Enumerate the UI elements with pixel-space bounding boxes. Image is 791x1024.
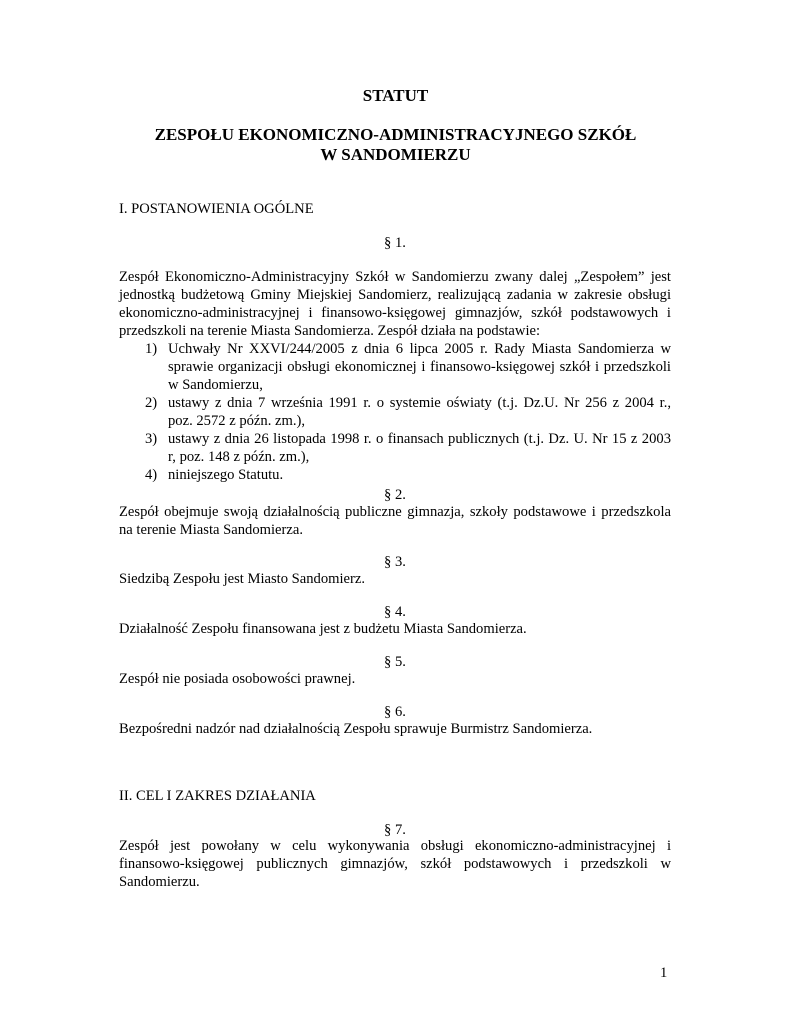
text-line: r, poz. 148 z późn. zm.),	[168, 449, 310, 465]
document-subtitle-line2: W SANDOMIERZU	[320, 145, 471, 164]
text-line: jednostką budżetową Gminy Miejskiej Sandomierz, realizującą zadania w zakresie obsługi	[119, 287, 671, 303]
paragraph-number-7: § 7.	[384, 822, 406, 838]
document-title: STATUT	[362, 86, 429, 105]
section-heading-general: I. POSTANOWIENIA OGÓLNE	[119, 201, 314, 217]
paragraph-number-1: § 1.	[384, 235, 406, 251]
section-heading-goals: II. CEL I ZAKRES DZIAŁANIA	[119, 788, 316, 804]
paragraph-5-text: Zespół nie posiada osobowości prawnej.	[119, 671, 356, 687]
document-subtitle-line1: ZESPOŁU EKONOMICZNO-ADMINISTRACYJNEGO SZKÓŁ	[154, 125, 637, 144]
text-line: na terenie Miasta Sandomierza.	[119, 522, 303, 538]
list-item	[145, 466, 671, 484]
text-line: ustawy z dnia 26 listopada 1998 r. o finansach publicznych (t.j. Dz. U. Nr 15 z 2003	[168, 431, 671, 447]
paragraph-2-text	[119, 503, 671, 539]
text-line: Uchwały Nr XXVI/244/2005 z dnia 6 lipca 2005 r. Rady Miasta Sandomierza w	[168, 341, 671, 357]
text-line: Sandomierzu.	[119, 874, 200, 890]
text-line: w Sandomierzu,	[168, 377, 263, 393]
list-item-number: 1)	[145, 341, 158, 357]
text-line: poz. 2572 z późn. zm.),	[168, 413, 305, 429]
text-line: Zespół obejmuje swoją działalnością publiczne gimnazja, szkoły podstawowe i przedszkola	[119, 504, 671, 520]
text-line: niniejszego Statutu.	[168, 467, 284, 483]
paragraph-number-3: § 3.	[384, 554, 406, 570]
paragraph-7-text	[119, 837, 671, 891]
paragraph-1-text	[119, 268, 671, 340]
list-item-number: 4)	[145, 467, 158, 483]
list-item-number: 2)	[145, 395, 158, 411]
text-line: finansowo-księgowej publicznych gimnazjów, szkół podstawowych i przedszkoli w	[119, 856, 671, 872]
paragraph-number-5: § 5.	[384, 654, 406, 670]
list-item	[145, 394, 671, 430]
list-item	[145, 340, 671, 394]
paragraph-number-6: § 6.	[384, 704, 406, 720]
legal-basis-list	[145, 340, 671, 484]
text-line: ustawy z dnia 7 września 1991 r. o systemie oświaty (t.j. Dz.U. Nr 256 z 2004 r.,	[168, 395, 671, 411]
paragraph-number-4: § 4.	[384, 604, 406, 620]
paragraph-4-text: Działalność Zespołu finansowana jest z budżetu Miasta Sandomierza.	[119, 621, 527, 637]
list-item	[145, 430, 671, 466]
text-line: Zespół Ekonomiczno-Administracyjny Szkół w Sandomierzu zwany dalej „Zespołem” jest	[119, 269, 671, 285]
page-number: 1	[660, 965, 668, 981]
text-line: ekonomiczno-administracyjnej i finansowo-księgowej gimnazjów, szkół podstawowych i	[119, 305, 671, 321]
text-line: Zespół jest powołany w celu wykonywania obsługi ekonomiczno-administracyjnej i	[119, 838, 671, 854]
text-line: sprawie organizacji obsługi ekonomicznej i finansowo-księgowej szkół i przedszkoli	[168, 359, 671, 375]
paragraph-3-text: Siedzibą Zespołu jest Miasto Sandomierz.	[119, 571, 366, 587]
text-line: przedszkoli na terenie Miasta Sandomierza. Zespół działa na podstawie:	[119, 323, 541, 339]
list-item-number: 3)	[145, 431, 158, 447]
paragraph-6-text: Bezpośredni nadzór nad działalnością Zespołu sprawuje Burmistrz Sandomierza.	[119, 721, 593, 737]
paragraph-number-2: § 2.	[384, 487, 406, 503]
